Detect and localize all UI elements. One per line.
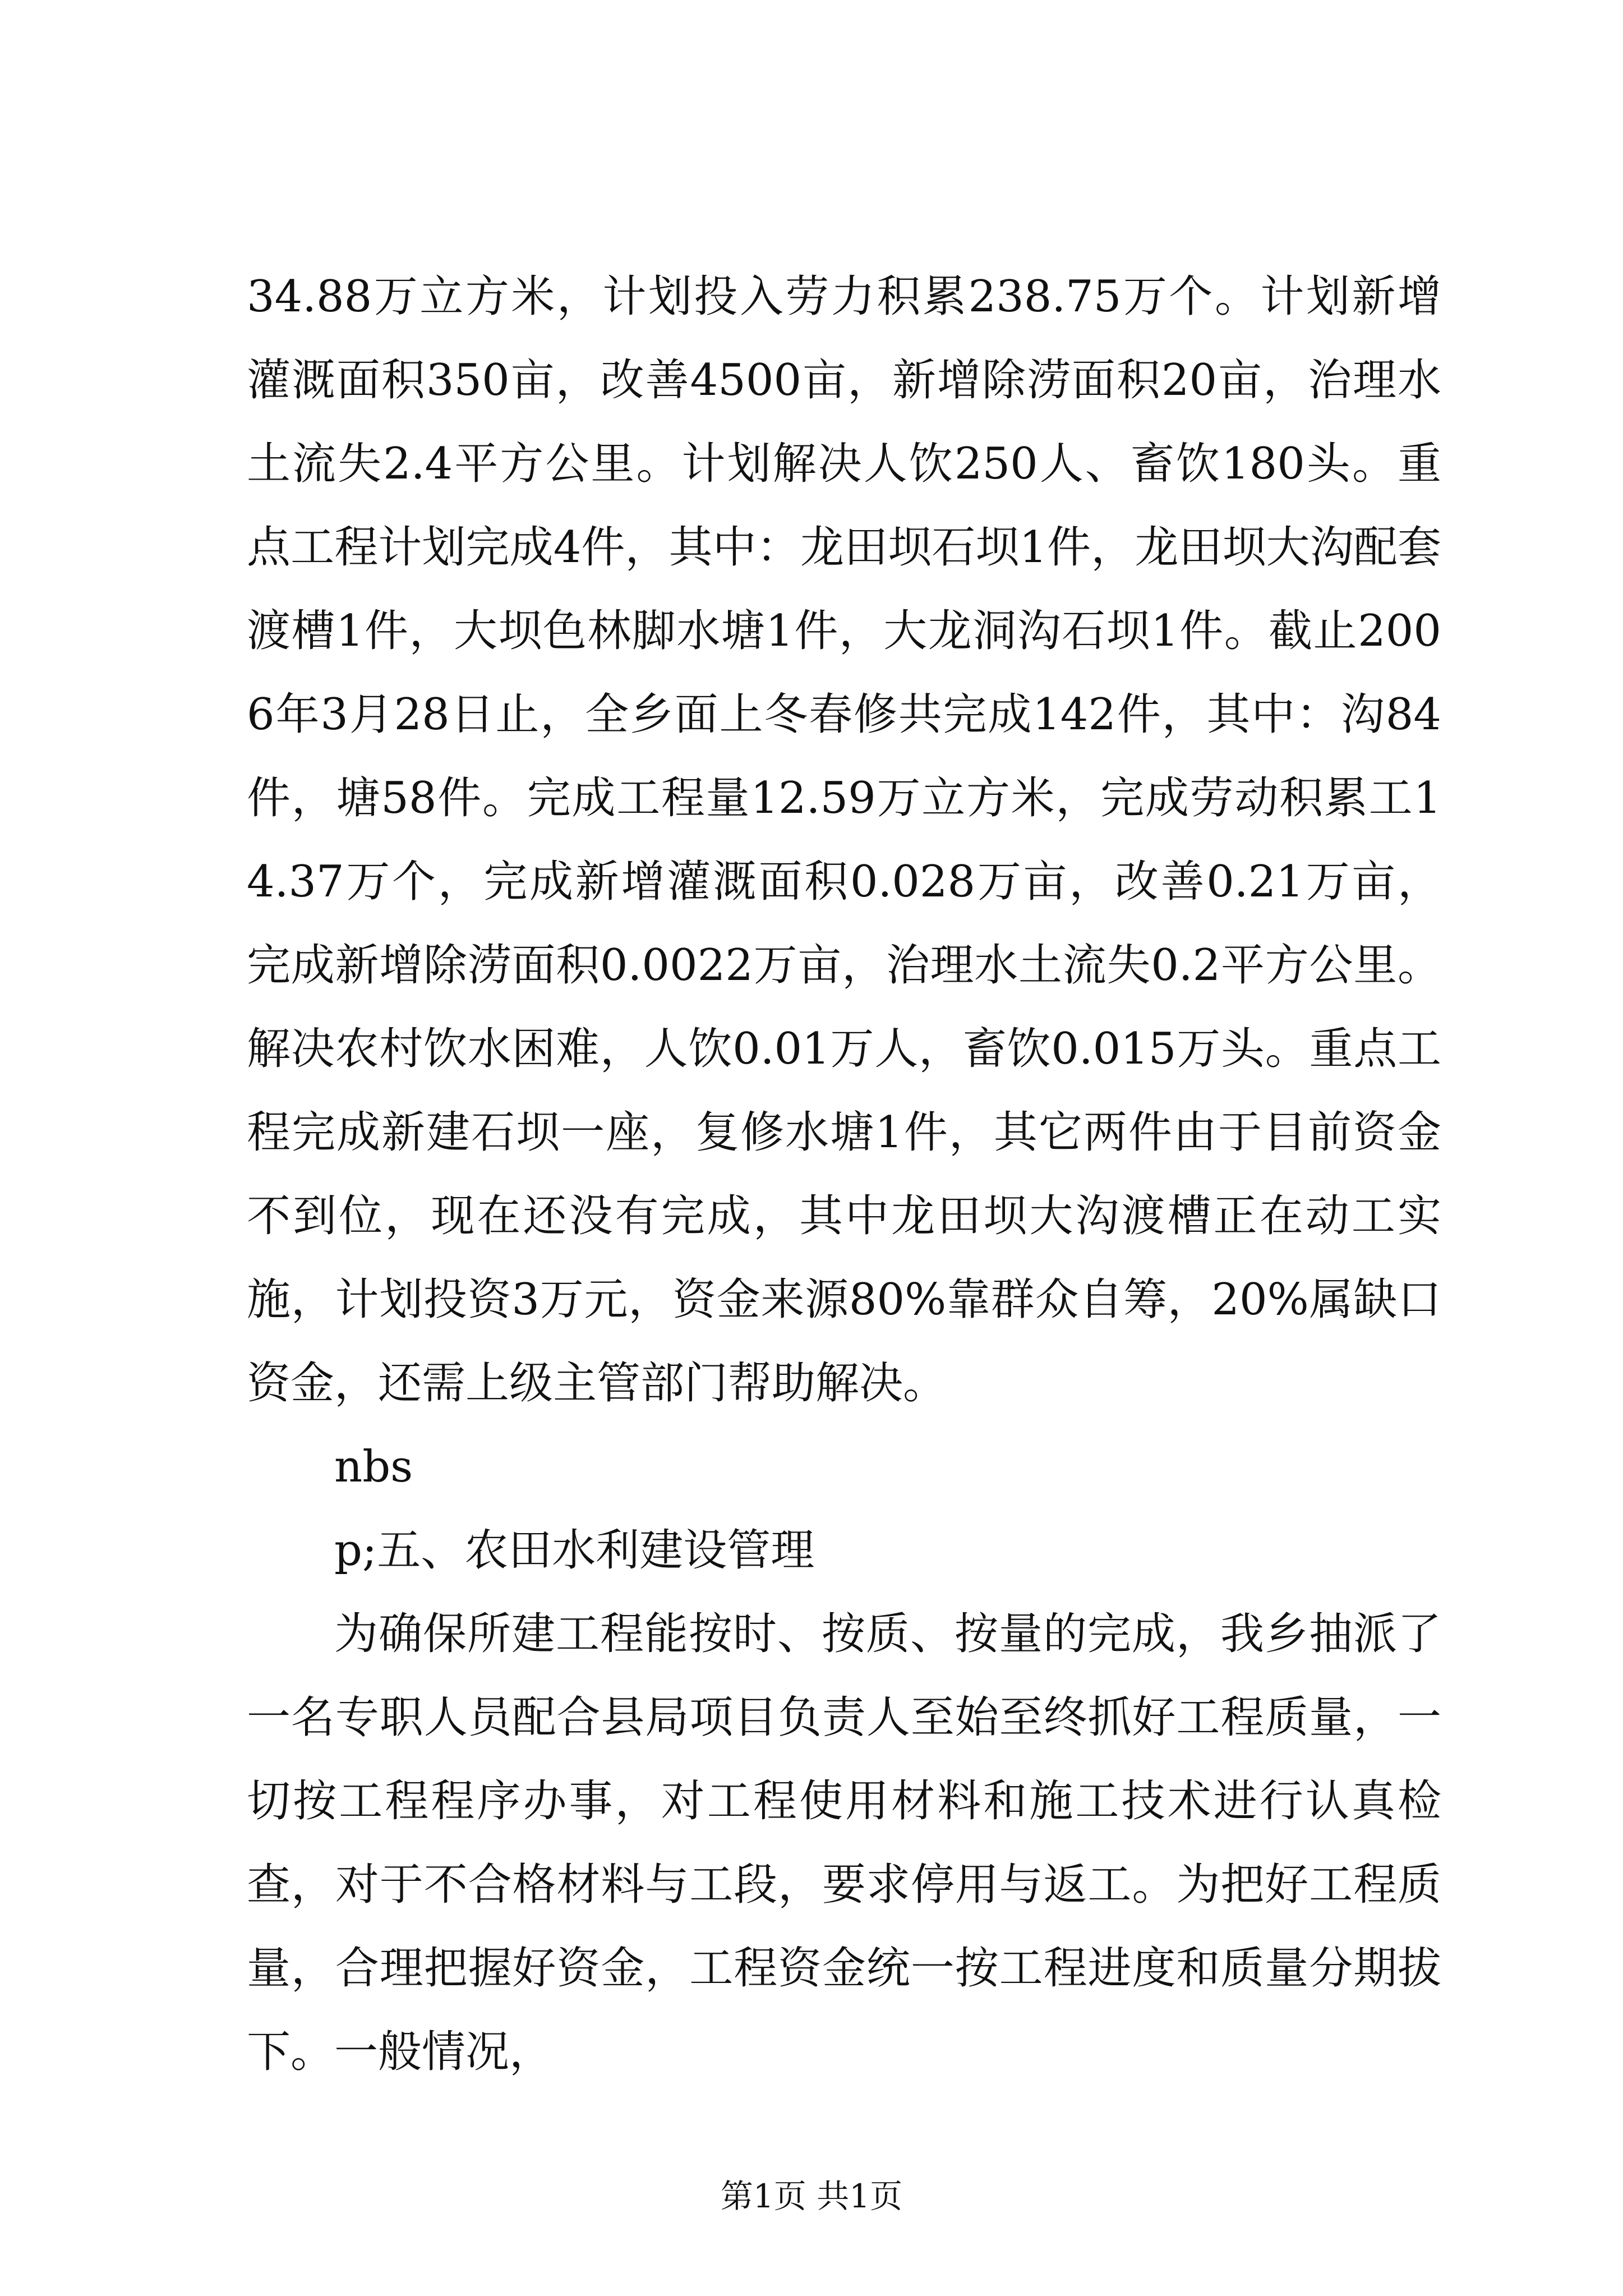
document-body	[247, 255, 1441, 2094]
paragraph-fragment: nbs	[334, 1442, 413, 1492]
page-footer: 第1页 共1页	[720, 2177, 903, 2215]
paragraph-body: 为确保所建工程能按时、按质、按量的完成，我乡抽派了一名专职人员配合县局项目负责人至始至终抓好工程质量，一切按工程程序办事，对工程使用材料和施工技术进行认真检查，对于不合格材料与工段，要求停用与返工。为把好工程质量，合理把握好资金，工程资金统一按工程进度和质量分期拔下。一般情况，	[247, 1609, 1441, 2077]
paragraph-continuation: 34.88万立方米，计划投入劳力积累238.75万个。计划新增灌溉面积350亩，改善4500亩，新增除涝面积20亩，治理水土流失2.4平方公里。计划解决人饮250人、畜饮180头。重点工程计划完成4件，其中：龙田坝石坝1件，龙田坝大沟配套渡槽1件，大坝色林脚水塘1件，大龙洞沟石坝1件。截止2006年3月28日止，全乡面上冬春修共完成142件，其中：沟84件，塘58件。完成工程量12.59万立方米，完成劳动积累工14.37万个，完成新增灌溉面积0.028万亩，改善0.21万亩，完成新增除涝面积0.0022万亩，治理水土流失0.2平方公里。解决农村饮水困难，人饮0.01万人，畜饮0.015万头。重点工程完成新建石坝一座，复修水塘1件，其它两件由于目前资金不到位，现在还没有完成，其中龙田坝大沟渡槽正在动工实施，计划投资3万元，资金来源80%靠群众自筹，20%属缺口资金，还需上级主管部门帮助解决。	[247, 272, 1441, 1409]
section-heading: p;五、农田水利建设管理	[334, 1525, 815, 1576]
